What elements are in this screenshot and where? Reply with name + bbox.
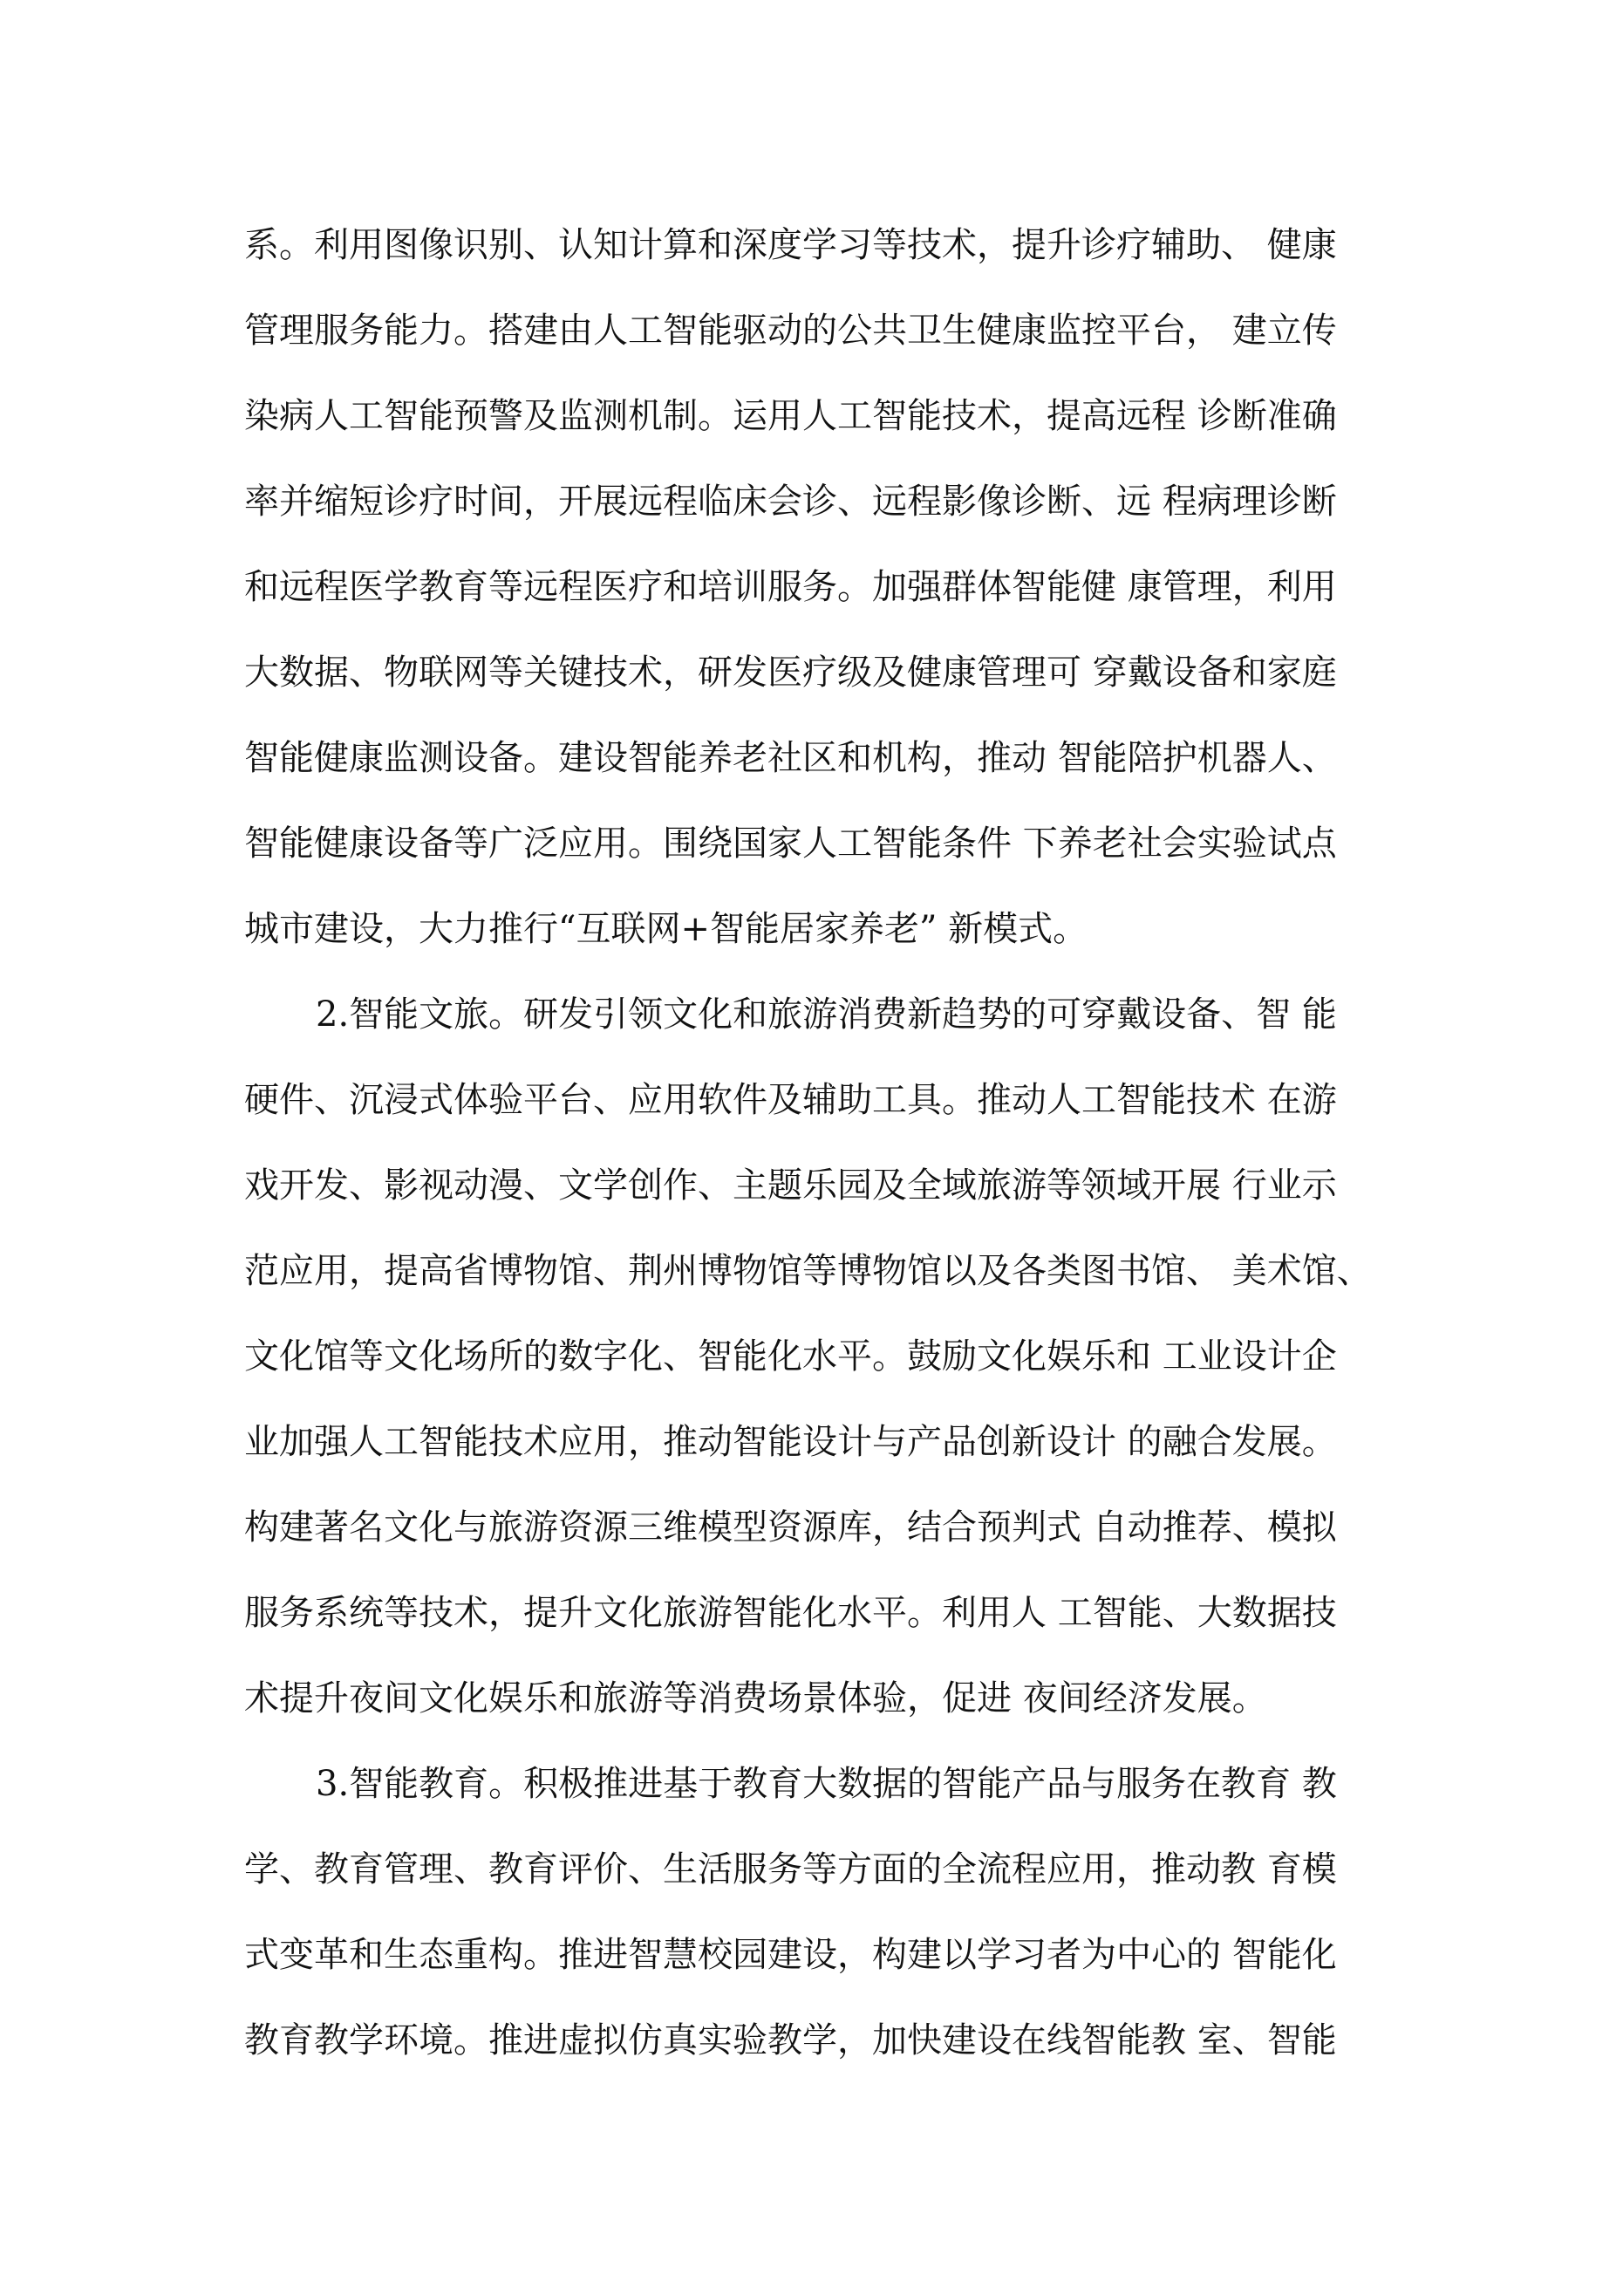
text-line: 染病人工智能预警及监测机制。运用人工智能技术，提高远程 诊断准确 [244, 396, 1337, 436]
text-line: 管理服务能力。搭建由人工智能驱动的公共卫生健康监控平台， 建立传 [244, 311, 1337, 351]
text-line: 和远程医学教育等远程医疗和培训服务。加强群体智能健 康管理，利用 [244, 567, 1337, 607]
text-line: 服务系统等技术，提升文化旅游智能化水平。利用人 工智能、大数据技 [244, 1593, 1337, 1633]
text-line: 文化馆等文化场所的数字化、智能化水平。鼓励文化娱乐和 工业设计企 [244, 1336, 1337, 1377]
paragraph-start-line: 3.智能教育。积极推进基于教育大数据的智能产品与服务在教育 教 [316, 1764, 1337, 1804]
text-line: 智能健康设备等广泛应用。围绕国家人工智能条件 下养老社会实验试点 [244, 823, 1337, 864]
text-line: 大数据、物联网等关键技术，研发医疗级及健康管理可 穿戴设备和家庭 [244, 653, 1337, 693]
text-line: 率并缩短诊疗时间，开展远程临床会诊、远程影像诊断、远 程病理诊断 [244, 482, 1337, 522]
text-line: 城市建设，大力推行“互联网+智能居家养老” 新模式。 [244, 909, 1088, 949]
text-line: 术提升夜间文化娱乐和旅游等消费场景体验，促进 夜间经济发展。 [244, 1678, 1267, 1719]
paragraph-start-line: 2.智能文旅。研发引领文化和旅游消费新趋势的可穿戴设备、智 能 [316, 994, 1337, 1035]
text-line: 业加强人工智能技术应用，推动智能设计与产品创新设计 的融合发展。 [244, 1422, 1337, 1462]
text-line: 智能健康监测设备。建设智能养老社区和机构，推动 智能陪护机器人、 [244, 738, 1337, 778]
text-line: 硬件、沉浸式体验平台、应用软件及辅助工具。推动人工智能技术 在游 [244, 1080, 1337, 1120]
text-line: 范应用，提高省博物馆、荆州博物馆等博物馆以及各类图书馆、 美术馆、 [244, 1251, 1372, 1291]
text-line: 教育教学环境。推进虚拟仿真实验教学，加快建设在线智能教 室、智能 [244, 2020, 1337, 2060]
text-line: 构建著名文化与旅游资源三维模型资源库，结合预判式 自动推荐、模拟 [244, 1507, 1337, 1548]
document-body [244, 202, 1413, 2083]
text-line: 戏开发、影视动漫、文学创作、主题乐园及全域旅游等领域开展 行业示 [244, 1165, 1337, 1206]
text-line: 系。利用图像识别、认知计算和深度学习等技术，提升诊疗辅助、 健康 [244, 225, 1337, 265]
text-line: 式变革和生态重构。推进智慧校园建设，构建以学习者为中心的 智能化 [244, 1935, 1337, 1975]
text-line: 学、教育管理、教育评价、生活服务等方面的全流程应用，推动教 育模 [244, 1849, 1337, 1889]
